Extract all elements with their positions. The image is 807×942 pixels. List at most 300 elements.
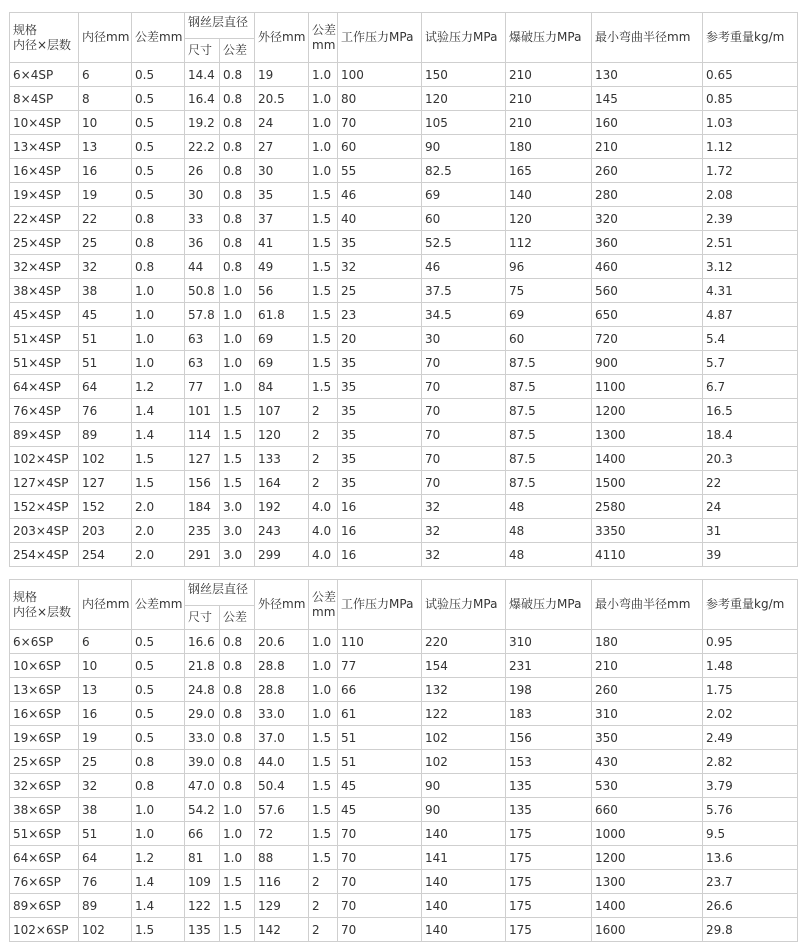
cell-burst-pressure: 175 xyxy=(506,894,592,918)
cell-outer-diameter: 49 xyxy=(255,255,309,279)
cell-inner-diameter: 25 xyxy=(79,231,132,255)
cell-outer-tolerance: 1.0 xyxy=(309,159,338,183)
header-burst-pressure: 爆破压力MPa xyxy=(506,580,592,630)
table-row xyxy=(10,447,798,471)
cell-inner-diameter: 51 xyxy=(79,327,132,351)
cell-burst-pressure: 175 xyxy=(506,870,592,894)
cell-tolerance: 0.5 xyxy=(132,678,185,702)
table-row xyxy=(10,399,798,423)
cell-steel-size: 30 xyxy=(185,183,220,207)
cell-weight: 6.7 xyxy=(703,375,798,399)
table-row xyxy=(10,375,798,399)
cell-burst-pressure: 87.5 xyxy=(506,351,592,375)
header-inner-diameter: 内径mm xyxy=(79,580,132,630)
cell-outer-diameter: 164 xyxy=(255,471,309,495)
header-outer-tolerance xyxy=(309,13,338,63)
cell-working-pressure: 46 xyxy=(338,183,422,207)
cell-burst-pressure: 210 xyxy=(506,111,592,135)
cell-spec: 76×6SP xyxy=(10,870,79,894)
cell-working-pressure: 35 xyxy=(338,231,422,255)
cell-test-pressure: 132 xyxy=(422,678,506,702)
cell-burst-pressure: 87.5 xyxy=(506,399,592,423)
cell-spec: 89×6SP xyxy=(10,894,79,918)
cell-test-pressure: 70 xyxy=(422,423,506,447)
cell-working-pressure: 70 xyxy=(338,822,422,846)
cell-outer-diameter: 24 xyxy=(255,111,309,135)
cell-weight: 0.65 xyxy=(703,63,798,87)
cell-outer-tolerance: 1.5 xyxy=(309,774,338,798)
cell-outer-diameter: 33.0 xyxy=(255,702,309,726)
header-outer-tolerance-line1: 公差 xyxy=(312,22,337,37)
cell-bend-radius: 900 xyxy=(592,351,703,375)
cell-inner-diameter: 19 xyxy=(79,726,132,750)
cell-outer-tolerance: 4.0 xyxy=(309,543,338,567)
cell-steel-tolerance: 1.0 xyxy=(220,279,255,303)
cell-outer-tolerance: 2 xyxy=(309,399,338,423)
table-row xyxy=(10,726,798,750)
cell-burst-pressure: 175 xyxy=(506,822,592,846)
cell-weight: 31 xyxy=(703,519,798,543)
cell-steel-size: 21.8 xyxy=(185,654,220,678)
cell-working-pressure: 77 xyxy=(338,654,422,678)
table-row xyxy=(10,519,798,543)
cell-steel-size: 291 xyxy=(185,543,220,567)
cell-tolerance: 1.0 xyxy=(132,798,185,822)
cell-steel-size: 66 xyxy=(185,822,220,846)
cell-test-pressure: 90 xyxy=(422,798,506,822)
cell-outer-diameter: 57.6 xyxy=(255,798,309,822)
cell-outer-tolerance: 1.5 xyxy=(309,846,338,870)
cell-inner-diameter: 32 xyxy=(79,774,132,798)
header-row xyxy=(10,13,798,39)
cell-steel-size: 101 xyxy=(185,399,220,423)
cell-burst-pressure: 48 xyxy=(506,519,592,543)
cell-bend-radius: 1400 xyxy=(592,894,703,918)
cell-spec: 13×6SP xyxy=(10,678,79,702)
cell-tolerance: 0.8 xyxy=(132,231,185,255)
cell-steel-tolerance: 0.8 xyxy=(220,678,255,702)
cell-outer-tolerance: 2 xyxy=(309,423,338,447)
cell-spec: 45×4SP xyxy=(10,303,79,327)
cell-inner-diameter: 76 xyxy=(79,399,132,423)
cell-working-pressure: 35 xyxy=(338,351,422,375)
cell-tolerance: 0.5 xyxy=(132,726,185,750)
cell-weight: 22 xyxy=(703,471,798,495)
cell-inner-diameter: 203 xyxy=(79,519,132,543)
cell-spec: 25×6SP xyxy=(10,750,79,774)
table-row xyxy=(10,231,798,255)
cell-burst-pressure: 48 xyxy=(506,495,592,519)
cell-weight: 13.6 xyxy=(703,846,798,870)
cell-tolerance: 1.4 xyxy=(132,870,185,894)
cell-burst-pressure: 140 xyxy=(506,183,592,207)
cell-bend-radius: 210 xyxy=(592,654,703,678)
cell-inner-diameter: 254 xyxy=(79,543,132,567)
cell-bend-radius: 350 xyxy=(592,726,703,750)
cell-burst-pressure: 165 xyxy=(506,159,592,183)
cell-test-pressure: 105 xyxy=(422,111,506,135)
cell-bend-radius: 320 xyxy=(592,207,703,231)
cell-weight: 5.4 xyxy=(703,327,798,351)
cell-test-pressure: 120 xyxy=(422,87,506,111)
cell-burst-pressure: 69 xyxy=(506,303,592,327)
cell-inner-diameter: 6 xyxy=(79,630,132,654)
cell-tolerance: 0.5 xyxy=(132,654,185,678)
cell-outer-diameter: 20.6 xyxy=(255,630,309,654)
cell-bend-radius: 1200 xyxy=(592,846,703,870)
cell-working-pressure: 25 xyxy=(338,279,422,303)
cell-steel-size: 33.0 xyxy=(185,726,220,750)
cell-inner-diameter: 13 xyxy=(79,135,132,159)
cell-bend-radius: 1500 xyxy=(592,471,703,495)
cell-tolerance: 0.8 xyxy=(132,207,185,231)
cell-outer-tolerance: 1.5 xyxy=(309,750,338,774)
cell-steel-size: 44 xyxy=(185,255,220,279)
cell-tolerance: 1.0 xyxy=(132,303,185,327)
table-row xyxy=(10,471,798,495)
cell-burst-pressure: 156 xyxy=(506,726,592,750)
cell-working-pressure: 20 xyxy=(338,327,422,351)
cell-steel-size: 16.4 xyxy=(185,87,220,111)
cell-steel-size: 114 xyxy=(185,423,220,447)
cell-burst-pressure: 210 xyxy=(506,87,592,111)
cell-outer-tolerance: 1.0 xyxy=(309,678,338,702)
header-spec-line2: 内径×层数 xyxy=(13,604,72,619)
cell-outer-diameter: 28.8 xyxy=(255,654,309,678)
table-row xyxy=(10,774,798,798)
cell-inner-diameter: 64 xyxy=(79,846,132,870)
cell-inner-diameter: 152 xyxy=(79,495,132,519)
cell-outer-diameter: 299 xyxy=(255,543,309,567)
cell-outer-tolerance: 1.5 xyxy=(309,255,338,279)
cell-burst-pressure: 87.5 xyxy=(506,471,592,495)
cell-outer-diameter: 37 xyxy=(255,207,309,231)
header-steel-tolerance: 公差 xyxy=(220,39,255,63)
cell-steel-size: 47.0 xyxy=(185,774,220,798)
header-spec xyxy=(10,13,79,63)
cell-steel-tolerance: 0.8 xyxy=(220,702,255,726)
cell-test-pressure: 37.5 xyxy=(422,279,506,303)
cell-tolerance: 1.5 xyxy=(132,918,185,942)
cell-weight: 26.6 xyxy=(703,894,798,918)
cell-inner-diameter: 89 xyxy=(79,423,132,447)
cell-steel-size: 235 xyxy=(185,519,220,543)
cell-spec: 6×6SP xyxy=(10,630,79,654)
cell-outer-diameter: 129 xyxy=(255,894,309,918)
cell-inner-diameter: 89 xyxy=(79,894,132,918)
cell-weight: 1.12 xyxy=(703,135,798,159)
cell-burst-pressure: 120 xyxy=(506,207,592,231)
cell-steel-tolerance: 1.0 xyxy=(220,327,255,351)
cell-bend-radius: 1300 xyxy=(592,870,703,894)
cell-working-pressure: 35 xyxy=(338,471,422,495)
header-tolerance: 公差mm xyxy=(132,580,185,630)
cell-steel-size: 135 xyxy=(185,918,220,942)
cell-outer-tolerance: 2 xyxy=(309,471,338,495)
cell-steel-tolerance: 0.8 xyxy=(220,63,255,87)
table-row xyxy=(10,63,798,87)
cell-outer-tolerance: 2 xyxy=(309,894,338,918)
cell-inner-diameter: 76 xyxy=(79,870,132,894)
cell-outer-tolerance: 1.0 xyxy=(309,630,338,654)
cell-working-pressure: 70 xyxy=(338,870,422,894)
cell-outer-diameter: 142 xyxy=(255,918,309,942)
table-row xyxy=(10,822,798,846)
cell-steel-size: 16.6 xyxy=(185,630,220,654)
cell-outer-diameter: 88 xyxy=(255,846,309,870)
cell-bend-radius: 530 xyxy=(592,774,703,798)
cell-steel-tolerance: 0.8 xyxy=(220,255,255,279)
cell-spec: 51×6SP xyxy=(10,822,79,846)
cell-outer-tolerance: 1.0 xyxy=(309,654,338,678)
header-spec-line2: 内径×层数 xyxy=(13,37,72,52)
cell-steel-size: 33 xyxy=(185,207,220,231)
cell-weight: 9.5 xyxy=(703,822,798,846)
cell-working-pressure: 16 xyxy=(338,519,422,543)
cell-steel-tolerance: 3.0 xyxy=(220,495,255,519)
header-working-pressure: 工作压力MPa xyxy=(338,580,422,630)
cell-spec: 19×6SP xyxy=(10,726,79,750)
cell-tolerance: 1.4 xyxy=(132,399,185,423)
header-spec-line1: 规格 xyxy=(13,22,38,37)
cell-test-pressure: 60 xyxy=(422,207,506,231)
cell-steel-size: 14.4 xyxy=(185,63,220,87)
cell-working-pressure: 32 xyxy=(338,255,422,279)
cell-tolerance: 0.8 xyxy=(132,774,185,798)
cell-bend-radius: 650 xyxy=(592,303,703,327)
cell-bend-radius: 210 xyxy=(592,135,703,159)
header-test-pressure: 试验压力MPa xyxy=(422,13,506,63)
cell-steel-size: 81 xyxy=(185,846,220,870)
cell-outer-tolerance: 1.0 xyxy=(309,702,338,726)
cell-tolerance: 1.4 xyxy=(132,423,185,447)
cell-spec: 152×4SP xyxy=(10,495,79,519)
cell-tolerance: 1.5 xyxy=(132,447,185,471)
cell-steel-tolerance: 0.8 xyxy=(220,774,255,798)
cell-bend-radius: 1600 xyxy=(592,918,703,942)
cell-working-pressure: 70 xyxy=(338,894,422,918)
cell-spec: 32×6SP xyxy=(10,774,79,798)
cell-working-pressure: 70 xyxy=(338,918,422,942)
cell-burst-pressure: 48 xyxy=(506,543,592,567)
table-row xyxy=(10,351,798,375)
cell-outer-diameter: 107 xyxy=(255,399,309,423)
header-steel-layer: 钢丝层直径 xyxy=(185,13,255,39)
cell-burst-pressure: 87.5 xyxy=(506,375,592,399)
cell-test-pressure: 70 xyxy=(422,375,506,399)
table-row xyxy=(10,678,798,702)
cell-steel-size: 63 xyxy=(185,351,220,375)
cell-working-pressure: 70 xyxy=(338,846,422,870)
cell-burst-pressure: 183 xyxy=(506,702,592,726)
cell-steel-size: 50.8 xyxy=(185,279,220,303)
cell-steel-tolerance: 0.8 xyxy=(220,207,255,231)
cell-test-pressure: 52.5 xyxy=(422,231,506,255)
cell-steel-tolerance: 1.5 xyxy=(220,471,255,495)
cell-spec: 8×4SP xyxy=(10,87,79,111)
cell-test-pressure: 30 xyxy=(422,327,506,351)
cell-burst-pressure: 135 xyxy=(506,798,592,822)
cell-outer-diameter: 41 xyxy=(255,231,309,255)
cell-bend-radius: 360 xyxy=(592,231,703,255)
cell-spec: 10×6SP xyxy=(10,654,79,678)
cell-steel-tolerance: 0.8 xyxy=(220,750,255,774)
cell-inner-diameter: 51 xyxy=(79,822,132,846)
header-outer-tolerance-line2: mm xyxy=(312,37,336,52)
cell-working-pressure: 60 xyxy=(338,135,422,159)
cell-tolerance: 1.2 xyxy=(132,375,185,399)
table-row xyxy=(10,255,798,279)
cell-weight: 2.08 xyxy=(703,183,798,207)
cell-spec: 102×6SP xyxy=(10,918,79,942)
cell-steel-tolerance: 0.8 xyxy=(220,654,255,678)
cell-weight: 1.72 xyxy=(703,159,798,183)
cell-test-pressure: 70 xyxy=(422,447,506,471)
header-weight: 参考重量kg/m xyxy=(703,13,798,63)
table-row xyxy=(10,111,798,135)
cell-outer-tolerance: 2 xyxy=(309,918,338,942)
cell-spec: 89×4SP xyxy=(10,423,79,447)
cell-inner-diameter: 22 xyxy=(79,207,132,231)
table-row xyxy=(10,918,798,942)
cell-spec: 6×4SP xyxy=(10,63,79,87)
cell-outer-tolerance: 1.0 xyxy=(309,63,338,87)
cell-weight: 16.5 xyxy=(703,399,798,423)
cell-inner-diameter: 10 xyxy=(79,111,132,135)
cell-working-pressure: 23 xyxy=(338,303,422,327)
cell-inner-diameter: 32 xyxy=(79,255,132,279)
cell-inner-diameter: 19 xyxy=(79,183,132,207)
table-row xyxy=(10,495,798,519)
cell-outer-diameter: 192 xyxy=(255,495,309,519)
cell-test-pressure: 32 xyxy=(422,543,506,567)
header-inner-diameter: 内径mm xyxy=(79,13,132,63)
cell-spec: 38×4SP xyxy=(10,279,79,303)
cell-outer-diameter: 69 xyxy=(255,327,309,351)
cell-weight: 23.7 xyxy=(703,870,798,894)
cell-test-pressure: 141 xyxy=(422,846,506,870)
cell-inner-diameter: 64 xyxy=(79,375,132,399)
header-steel-size: 尺寸 xyxy=(185,39,220,63)
cell-bend-radius: 145 xyxy=(592,87,703,111)
cell-steel-size: 156 xyxy=(185,471,220,495)
cell-test-pressure: 102 xyxy=(422,750,506,774)
cell-inner-diameter: 102 xyxy=(79,918,132,942)
cell-tolerance: 1.5 xyxy=(132,471,185,495)
table-row xyxy=(10,327,798,351)
cell-spec: 13×4SP xyxy=(10,135,79,159)
cell-steel-tolerance: 0.8 xyxy=(220,726,255,750)
table-row xyxy=(10,894,798,918)
cell-weight: 2.39 xyxy=(703,207,798,231)
cell-outer-diameter: 37.0 xyxy=(255,726,309,750)
table-row xyxy=(10,750,798,774)
cell-working-pressure: 51 xyxy=(338,750,422,774)
cell-weight: 2.49 xyxy=(703,726,798,750)
cell-test-pressure: 32 xyxy=(422,519,506,543)
cell-bend-radius: 310 xyxy=(592,702,703,726)
cell-inner-diameter: 10 xyxy=(79,654,132,678)
cell-burst-pressure: 87.5 xyxy=(506,423,592,447)
cell-steel-tolerance: 1.5 xyxy=(220,399,255,423)
cell-steel-tolerance: 3.0 xyxy=(220,543,255,567)
cell-steel-tolerance: 3.0 xyxy=(220,519,255,543)
cell-tolerance: 0.5 xyxy=(132,63,185,87)
cell-working-pressure: 61 xyxy=(338,702,422,726)
cell-bend-radius: 2580 xyxy=(592,495,703,519)
cell-inner-diameter: 13 xyxy=(79,678,132,702)
cell-working-pressure: 70 xyxy=(338,111,422,135)
cell-steel-size: 109 xyxy=(185,870,220,894)
cell-steel-tolerance: 1.5 xyxy=(220,918,255,942)
cell-working-pressure: 51 xyxy=(338,726,422,750)
cell-bend-radius: 1000 xyxy=(592,822,703,846)
cell-working-pressure: 66 xyxy=(338,678,422,702)
cell-outer-tolerance: 1.0 xyxy=(309,135,338,159)
cell-tolerance: 0.5 xyxy=(132,135,185,159)
cell-burst-pressure: 112 xyxy=(506,231,592,255)
cell-spec: 16×4SP xyxy=(10,159,79,183)
header-steel-size: 尺寸 xyxy=(185,606,220,630)
cell-burst-pressure: 87.5 xyxy=(506,447,592,471)
table-row xyxy=(10,654,798,678)
cell-steel-tolerance: 0.8 xyxy=(220,111,255,135)
cell-spec: 16×6SP xyxy=(10,702,79,726)
cell-outer-tolerance: 1.5 xyxy=(309,303,338,327)
cell-tolerance: 2.0 xyxy=(132,519,185,543)
cell-spec: 64×6SP xyxy=(10,846,79,870)
cell-outer-tolerance: 1.0 xyxy=(309,111,338,135)
spec-table-4sp xyxy=(9,12,798,567)
cell-spec: 51×4SP xyxy=(10,327,79,351)
cell-steel-size: 26 xyxy=(185,159,220,183)
cell-steel-tolerance: 1.5 xyxy=(220,870,255,894)
cell-bend-radius: 720 xyxy=(592,327,703,351)
table-row xyxy=(10,798,798,822)
cell-weight: 4.87 xyxy=(703,303,798,327)
cell-bend-radius: 560 xyxy=(592,279,703,303)
cell-working-pressure: 55 xyxy=(338,159,422,183)
cell-spec: 25×4SP xyxy=(10,231,79,255)
cell-weight: 5.7 xyxy=(703,351,798,375)
cell-outer-diameter: 243 xyxy=(255,519,309,543)
cell-weight: 39 xyxy=(703,543,798,567)
cell-steel-tolerance: 1.5 xyxy=(220,423,255,447)
cell-outer-diameter: 84 xyxy=(255,375,309,399)
cell-test-pressure: 70 xyxy=(422,399,506,423)
cell-test-pressure: 46 xyxy=(422,255,506,279)
cell-working-pressure: 35 xyxy=(338,447,422,471)
header-outer-tolerance xyxy=(309,580,338,630)
cell-outer-tolerance: 1.5 xyxy=(309,375,338,399)
cell-burst-pressure: 210 xyxy=(506,63,592,87)
cell-tolerance: 1.0 xyxy=(132,327,185,351)
cell-spec: 38×6SP xyxy=(10,798,79,822)
cell-test-pressure: 69 xyxy=(422,183,506,207)
cell-bend-radius: 3350 xyxy=(592,519,703,543)
cell-test-pressure: 140 xyxy=(422,894,506,918)
cell-tolerance: 2.0 xyxy=(132,543,185,567)
cell-outer-diameter: 30 xyxy=(255,159,309,183)
cell-steel-size: 22.2 xyxy=(185,135,220,159)
cell-outer-diameter: 133 xyxy=(255,447,309,471)
table-row xyxy=(10,87,798,111)
table-row xyxy=(10,870,798,894)
cell-steel-size: 39.0 xyxy=(185,750,220,774)
cell-steel-tolerance: 1.0 xyxy=(220,351,255,375)
cell-working-pressure: 40 xyxy=(338,207,422,231)
cell-spec: 127×4SP xyxy=(10,471,79,495)
